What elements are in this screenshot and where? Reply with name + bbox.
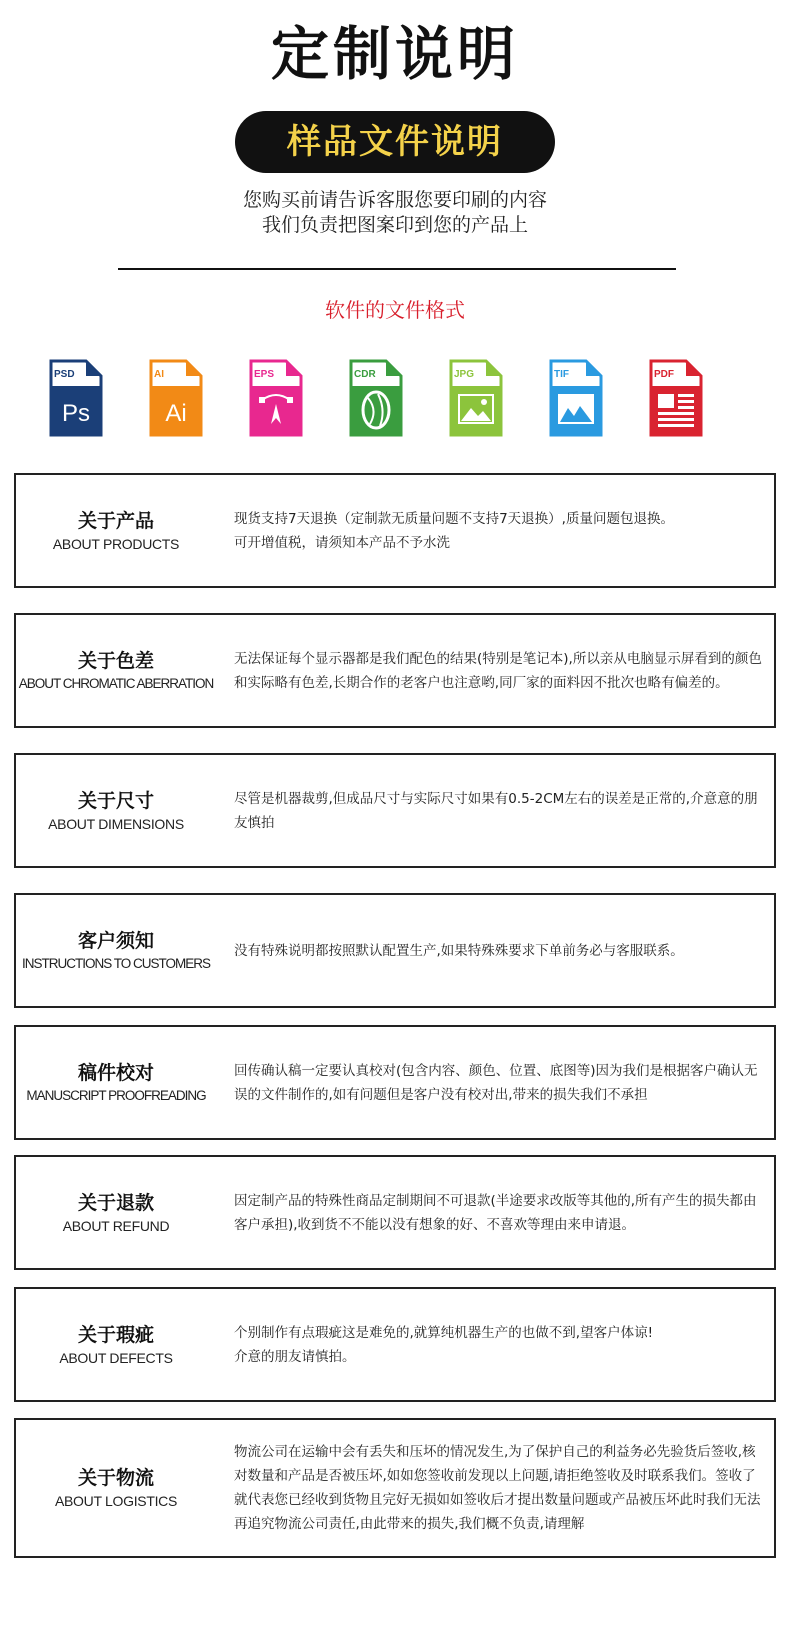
section-body: 没有特殊说明都按照默认配置生产,如果特殊殊要求下单前务必与客服联系。: [234, 942, 684, 959]
section-about-products: [14, 473, 776, 588]
section-about-logistics: [14, 1418, 776, 1558]
page-title: 定制说明: [270, 20, 519, 88]
section-manuscript-proofreading: [14, 1025, 776, 1140]
section-title: 关于退款: [77, 1191, 154, 1214]
section-subtitle: ABOUT LOGISTICS: [54, 1493, 178, 1509]
file-type-tag: AI: [154, 369, 164, 380]
section-about-chromatic-aberration: [14, 613, 776, 728]
section-about-refund: [14, 1155, 776, 1270]
section-subtitle: MANUSCRIPT PROOFREADING: [26, 1087, 206, 1103]
section-subtitle: INSTRUCTIONS TO CUSTOMERS: [21, 955, 211, 971]
section-about-defects: [14, 1287, 776, 1402]
pdf-file-icon: [648, 358, 704, 438]
file-type-tag: CDR: [354, 369, 376, 380]
coreldraw-file-icon: [348, 358, 404, 438]
illustrator-file-icon: [148, 358, 204, 438]
section-body: 个别制作有点瑕疵这是难免的,就算纯机器生产的也做不到,望客户体谅! 介意的朋友请慎拍。: [234, 1324, 653, 1365]
intro-text: [0, 188, 790, 238]
section-subtitle: ABOUT REFUND: [62, 1217, 170, 1234]
file-formats-title: 软件的文件格式: [325, 298, 465, 322]
section-subtitle: ABOUT PRODUCTS: [52, 535, 180, 552]
section-body: 尽管是机器裁剪,但成品尺寸与实际尺寸如果有0.5-2CM左右的误差是正常的,介意意的朋友慎拍: [234, 790, 758, 831]
file-type-tag: PSD: [54, 369, 75, 380]
section-body: 回传确认稿一定要认真校对(包含内容、颜色、位置、底图等)因为我们是根据客户确认无误的文件制作的,如有问题但是客户没有校对出,带来的损失我们不承担: [234, 1062, 758, 1103]
divider: [118, 268, 676, 270]
section-subtitle: ABOUT CHROMATIC ABERRATION: [18, 675, 214, 691]
section-title: 关于色差: [77, 649, 154, 672]
eps-file-icon: [248, 358, 304, 438]
file-type-tag: EPS: [254, 369, 275, 380]
photoshop-file-icon: [48, 358, 104, 438]
jpg-file-icon: [448, 358, 504, 438]
section-title: 关于尺寸: [77, 789, 154, 812]
sample-file-banner: 样品文件说明: [235, 111, 555, 173]
file-icon-label: Ai: [165, 400, 187, 427]
section-body: 物流公司在运输中会有丢失和压坏的情况发生,为了保护自己的利益务必先验货后签收,核对数量和产品是否被压坏,如如您签收前发现以上问题,请拒绝签收及时联系我们。签收了就代表您已经收到货物且完好无损如如签收后才提出数量问题或产品被压坏此时我们无法再追究物流公司责任,由此带来的损失,我们概不负责,请理解: [234, 1444, 761, 1532]
file-format-icons: [0, 358, 790, 438]
tif-file-icon: [548, 358, 604, 438]
file-type-tag: JPG: [454, 369, 475, 380]
section-subtitle: ABOUT DEFECTS: [59, 1349, 173, 1366]
section-body: 无法保证每个显示器都是我们配色的结果(特别是笔记本),所以亲从电脑显示屏看到的颜色和实际略有色差,长期合作的老客户也注意哟,同厂家的面料因不批次也略有偏差的。: [234, 650, 762, 691]
section-about-dimensions: [14, 753, 776, 868]
intro-line-2: 我们负责把图案印到您的产品上: [261, 214, 528, 236]
section-title: 客户须知: [77, 929, 154, 952]
section-title: 关于产品: [77, 509, 154, 532]
section-body: 因定制产品的特殊性商品定制期间不可退款(半途要求改版等其他的,所有产生的损失都由客户承担),收到货不不能以没有想象的好、不喜欢等理由来申请退。: [234, 1192, 757, 1233]
file-type-tag: TIF: [554, 369, 569, 380]
section-title: 关于物流: [77, 1467, 154, 1489]
file-type-tag: PDF: [654, 369, 674, 380]
section-body: 现货支持7天退换（定制款无质量问题不支持7天退换）,质量问题包退换。 可开增值税，请须知本产品不予水洗: [234, 510, 674, 551]
section-title: 稿件校对: [77, 1061, 154, 1084]
intro-line-1: 您购买前请告诉客服您要印刷的内容: [242, 189, 547, 211]
section-title: 关于瑕疵: [77, 1323, 154, 1346]
section-instructions-to-customers: [14, 893, 776, 1008]
section-subtitle: ABOUT DIMENSIONS: [48, 815, 184, 832]
file-icon-label: Ps: [61, 400, 91, 427]
